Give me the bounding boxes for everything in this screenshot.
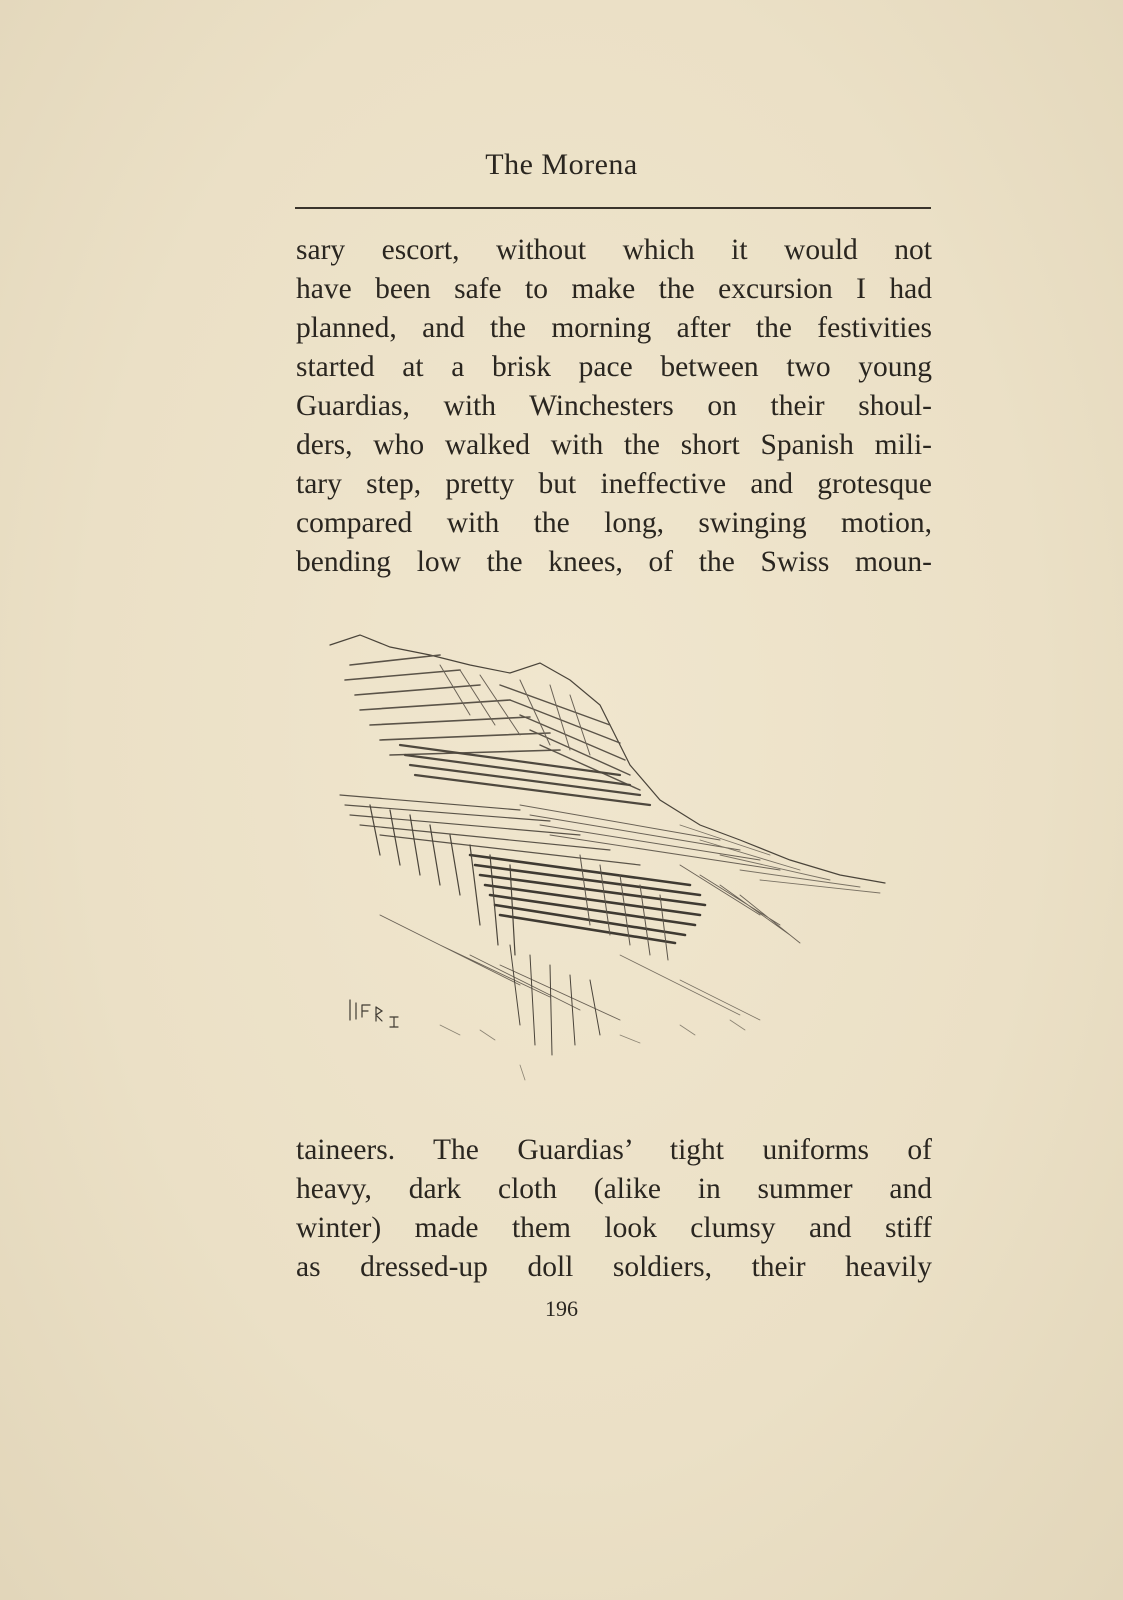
text-line: tary step, pretty but ineffective and grotesque xyxy=(296,468,932,500)
text-line: started at a brisk pace between two young xyxy=(296,351,932,383)
text-line: ders, who walked with the short Spanish mili- xyxy=(296,429,932,461)
mountain-engraving xyxy=(320,625,910,1095)
text-line: as dressed-up doll soldiers, their heavily xyxy=(296,1251,932,1283)
page-number: 196 xyxy=(545,1296,578,1321)
text-line: taineers. The Guardias’ tight uniforms of xyxy=(296,1134,932,1166)
text-line: heavy, dark cloth (alike in summer and xyxy=(296,1173,932,1205)
text-line: winter) made them look clumsy and stiff xyxy=(296,1212,932,1244)
running-title: The Morena xyxy=(485,148,638,181)
text-line: bending low the knees, of the Swiss moun- xyxy=(296,546,932,578)
text-line: sary escort, without which it would not xyxy=(296,234,932,266)
text-block-top xyxy=(296,231,932,582)
text-line: compared with the long, swinging motion, xyxy=(296,507,932,539)
text-block-bottom xyxy=(296,1131,932,1287)
header-rule xyxy=(295,207,931,209)
text-line: have been safe to make the excursion I had xyxy=(296,273,932,305)
text-line: Guardias, with Winchesters on their shoul- xyxy=(296,390,932,422)
text-line: planned, and the morning after the festivities xyxy=(296,312,932,344)
